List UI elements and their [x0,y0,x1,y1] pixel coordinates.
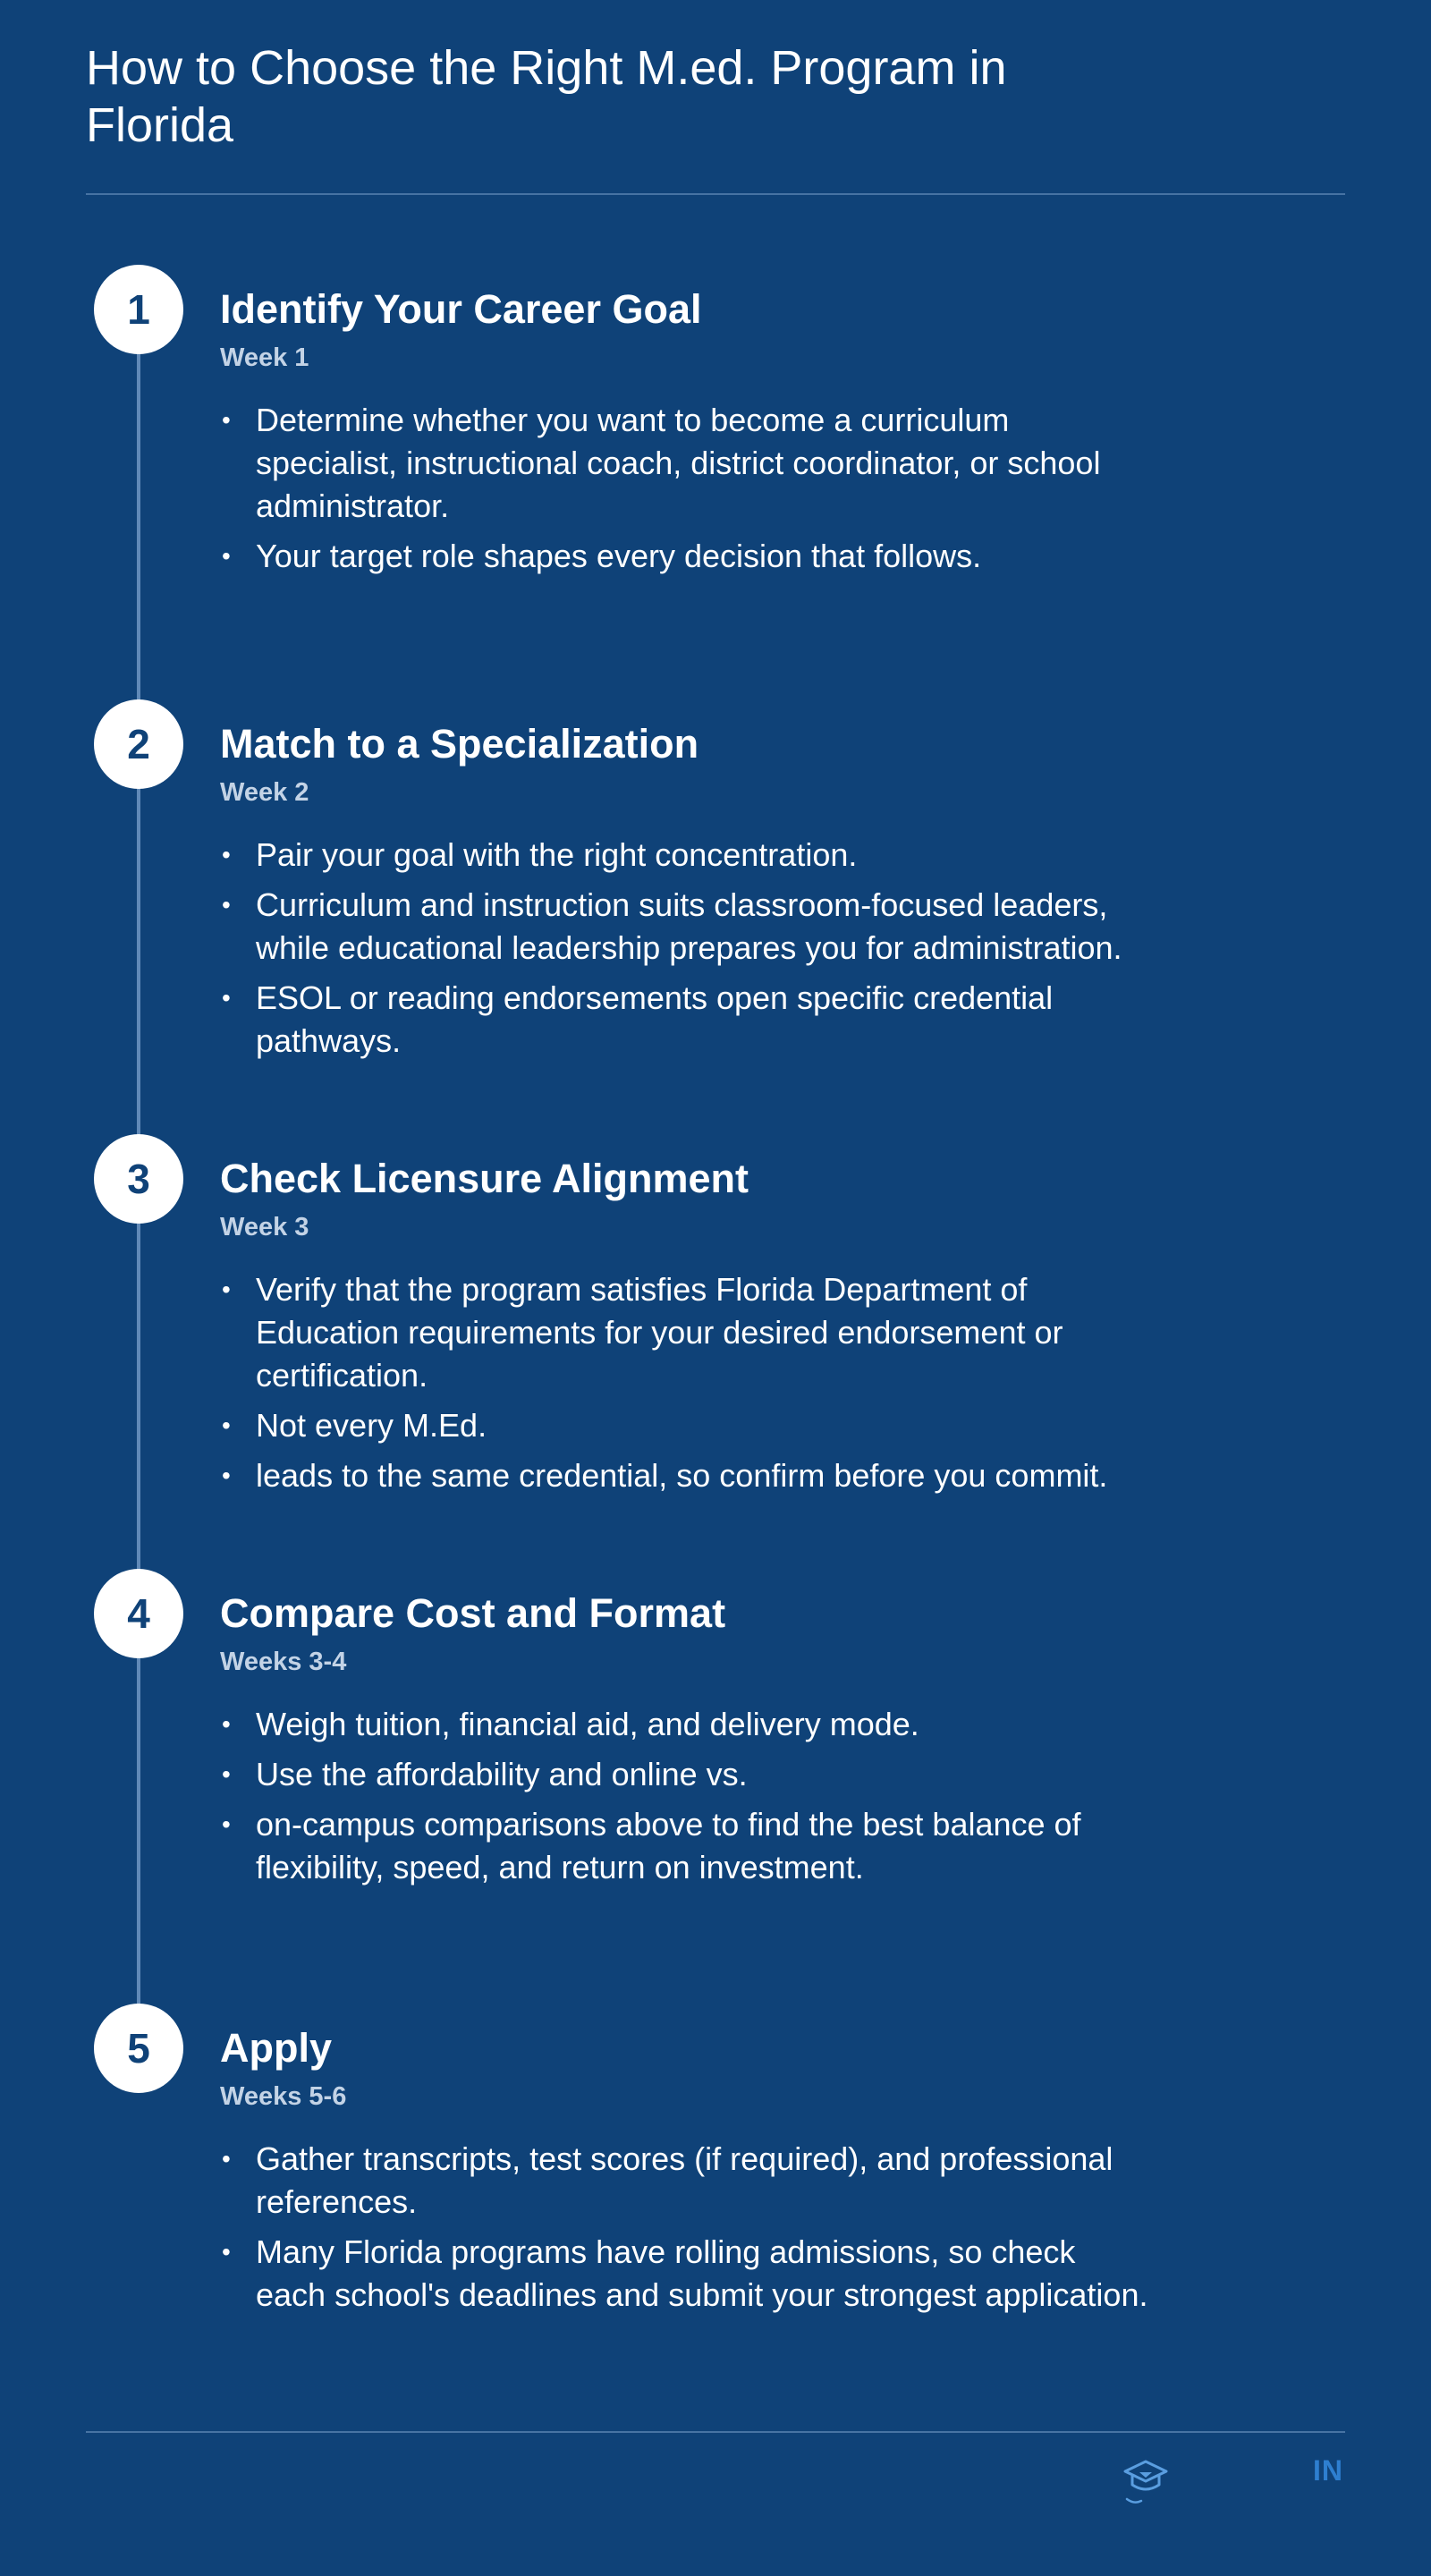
step-number-badge: 1 [94,265,183,354]
step-number-badge: 2 [94,699,183,789]
step-bullet: • Weigh tuition, financial aid, and delivery mode. [220,1703,1150,1746]
step-title: Match to a Specialization [220,721,699,767]
step-title: Identify Your Career Goal [220,286,702,332]
step-content [220,2025,1150,2324]
page-title: How to Choose the Right M.ed. Program in Florida [86,41,1007,152]
step-number-badge: 3 [94,1134,183,1224]
step-bullet-list [220,1703,1150,1889]
step-content [220,721,1150,1070]
step-bullet-list [220,834,1150,1063]
step-week: Weeks 5-6 [220,2082,347,2111]
graduation-cap-icon [1122,2458,1170,2508]
step-number-badge: 4 [94,1569,183,1658]
step-bullet-list [220,2138,1150,2317]
step-bullet-list [220,399,1150,578]
step-bullet: • ESOL or reading endorsements open specific credential pathways. [220,977,1150,1063]
step-bullet: • leads to the same credential, so confirm before you commit. [220,1454,1150,1497]
step-bullet-list [220,1268,1150,1497]
footer-divider [86,2431,1345,2433]
step-bullet: • Your target role shapes every decision that follows. [220,535,1150,578]
step-bullet: • Pair your goal with the right concentration. [220,834,1150,877]
step-week: Week 3 [220,1213,309,1241]
step-title: Check Licensure Alignment [220,1156,749,1201]
step-bullet: • Many Florida programs have rolling admissions, so check each school's deadlines and submit your strongest application. [220,2231,1150,2317]
step-title: Apply [220,2025,333,2071]
step-bullet: • on-campus comparisons above to find the best balance of flexibility, speed, and return on investment. [220,1803,1150,1889]
step-bullet: • Curriculum and instruction suits classroom-focused leaders, while educational leadership prepares you for administration. [220,884,1150,970]
footer-brand-logo[interactable]: IN [1313,2454,1343,2487]
step-bullet: • Use the affordability and online vs. [220,1753,1150,1796]
step-week: Week 2 [220,778,309,807]
step-number-badge: 5 [94,2004,183,2093]
step-bullet: • Not every M.Ed. [220,1404,1150,1447]
step-week: Week 1 [220,343,309,372]
step-week: Weeks 3-4 [220,1648,347,1676]
step-bullet: • Verify that the program satisfies Florida Department of Education requirements for your desired endorsement or certification. [220,1268,1150,1397]
step-title: Compare Cost and Format [220,1590,726,1636]
step-content [220,286,1150,585]
step-content [220,1156,1150,1504]
step-content [220,1590,1150,1896]
step-bullet: • Gather transcripts, test scores (if required), and professional references. [220,2138,1150,2224]
header-divider [86,193,1345,195]
step-bullet: • Determine whether you want to become a curriculum specialist, instructional coach, district coordinator, or school administrator. [220,399,1150,528]
